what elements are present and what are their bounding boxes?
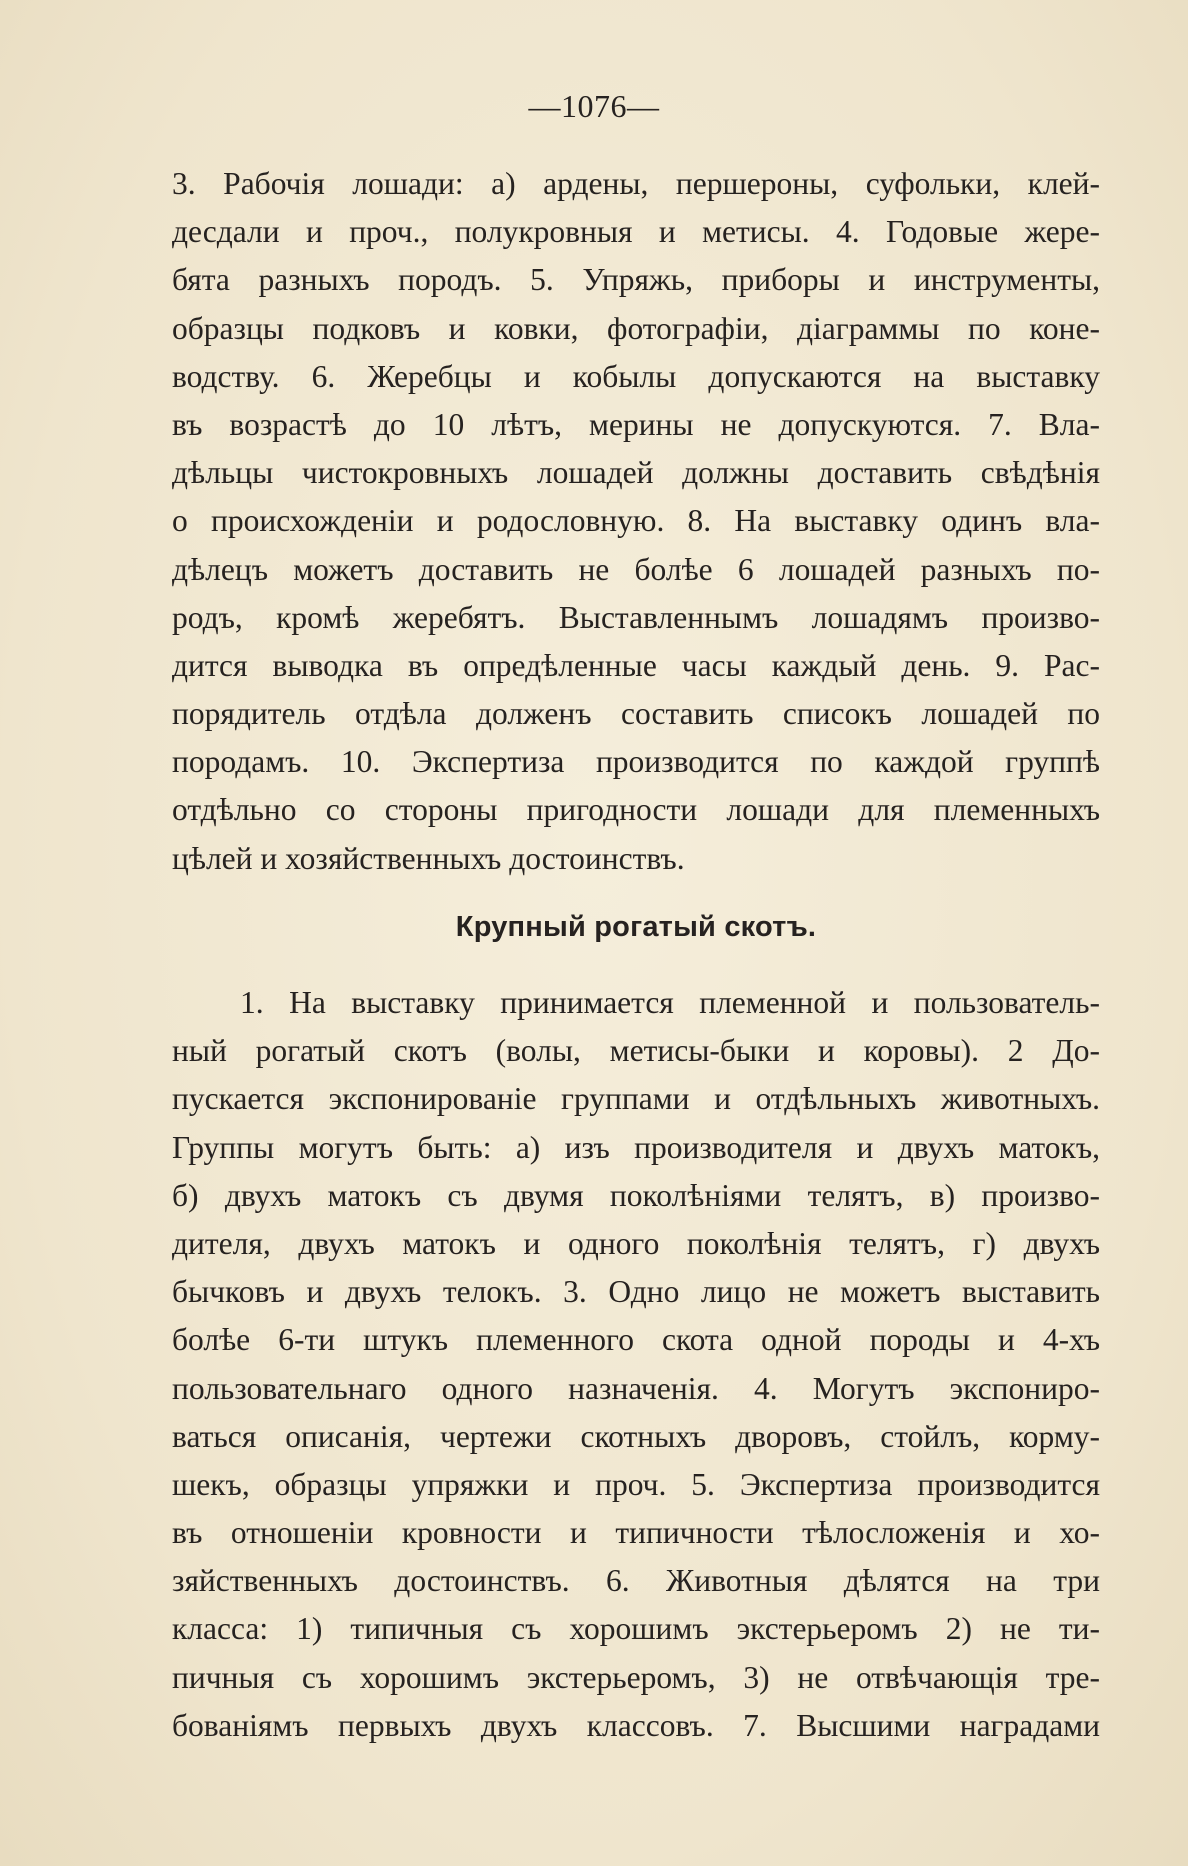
text-line: образцы подковъ и ковки, фотографіи, діаграммы по коне-: [172, 310, 1100, 346]
text-line: въ отношеніи кровности и типичности тѣлосложенія и хо-: [172, 1515, 1100, 1551]
text-line: класса: 1) типичныя съ хорошимъ экстерьеромъ 2) не ти-: [172, 1611, 1100, 1647]
text-line: 3. Рабочія лошади: а) ардены, першероны, суфольки, клей-: [172, 166, 1100, 201]
text-line: отдѣльно со стороны пригодности лошади для племенныхъ: [172, 792, 1100, 828]
horses-section: [172, 160, 1100, 883]
text-line: 1. На выставку принимается племенной и пользователь-: [240, 985, 1100, 1020]
text-line: десдали и проч., полукровныя и метисы. 4. Годовые жере-: [172, 214, 1100, 250]
text-line: о происхожденіи и родословную. 8. На выставку одинъ вла-: [172, 503, 1100, 539]
text-line: Группы могутъ быть: а) изъ производителя и двухъ матокъ,: [172, 1129, 1100, 1165]
text-line: пользовательнаго одного назначенія. 4. Могутъ экспониро-: [172, 1370, 1100, 1406]
text-line: болѣе 6-ти штукъ племенного скота одной породы и 4-хъ: [172, 1322, 1100, 1358]
text-line: породамъ. 10. Экспертиза производится по каждой группѣ: [172, 744, 1100, 780]
cattle-section: [172, 979, 1100, 1750]
text-line: б) двухъ матокъ съ двумя поколѣніями телятъ, в) произво-: [172, 1177, 1100, 1213]
text-line: дится выводка въ опредѣленные часы каждый день. 9. Рас-: [172, 647, 1100, 683]
text-line: пускается экспонированіе группами и отдѣльныхъ животныхъ.: [172, 1081, 1100, 1117]
page-content: [172, 160, 1100, 1750]
text-line: родъ, кромѣ жеребятъ. Выставленнымъ лошадямъ произво-: [172, 599, 1100, 635]
text-line: порядитель отдѣла долженъ составить списокъ лошадей по: [172, 696, 1100, 732]
text-line: водству. 6. Жеребцы и кобылы допускаются на выставку: [172, 358, 1100, 394]
text-line: бованіямъ первыхъ двухъ классовъ. 7. Высшими наградами: [172, 1707, 1100, 1743]
page-number: —1076—: [528, 88, 660, 124]
text-line: бычковъ и двухъ телокъ. 3. Одно лицо не можетъ выставить: [172, 1274, 1100, 1310]
text-line: ваться описанія, чертежи скотныхъ дворовъ, стойлъ, корму-: [172, 1418, 1100, 1454]
text-line: цѣлей и хозяйственныхъ достоинствъ.: [172, 840, 685, 876]
text-line: дителя, двухъ матокъ и одного поколѣнія телятъ, г) двухъ: [172, 1225, 1100, 1261]
section-heading: Крупный рогатый скотъ.: [455, 910, 817, 943]
text-line: зяйственныхъ достоинствъ. 6. Животныя дѣлятся на три: [172, 1563, 1100, 1599]
text-line: ный рогатый скотъ (волы, метисы-быки и коровы). 2 До-: [172, 1033, 1100, 1069]
text-line: бята разныхъ породъ. 5. Упряжь, приборы и инструменты,: [172, 262, 1100, 298]
text-line: дѣлецъ можетъ доставить не болѣе 6 лошадей разныхъ по-: [172, 551, 1100, 587]
text-line: пичныя съ хорошимъ экстерьеромъ, 3) не отвѣчающія тре-: [172, 1659, 1100, 1695]
text-line: дѣльцы чистокровныхъ лошадей должны доставить свѣдѣнія: [172, 455, 1100, 491]
text-line: шекъ, образцы упряжки и проч. 5. Экспертиза производится: [172, 1466, 1100, 1502]
text-line: въ возрастѣ до 10 лѣтъ, мерины не допускуются. 7. Вла-: [172, 406, 1100, 442]
